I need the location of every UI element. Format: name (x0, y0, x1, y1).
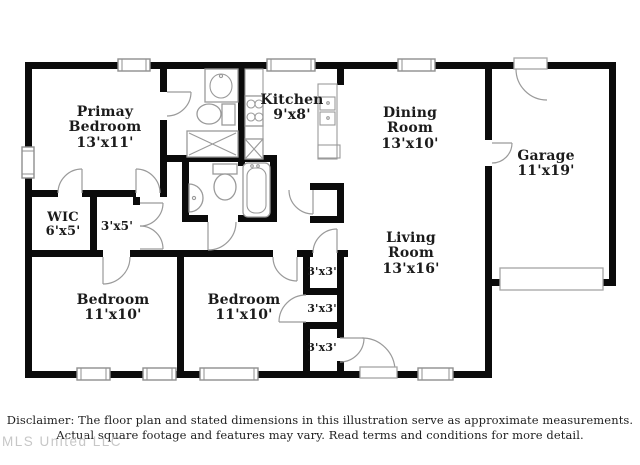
hall-bath-fixtures (189, 163, 270, 217)
toilet-icon (214, 174, 236, 200)
toilet-icon (197, 104, 221, 124)
watermark: MLS United LLC (2, 434, 123, 449)
label-garage: Garage 11'x19' (517, 148, 575, 180)
garage-entry-door (514, 58, 547, 69)
disclaimer-line-2: Actual square footage and features may vary. Read terms and conditions for more detail. (56, 428, 584, 442)
garage-door (500, 268, 603, 290)
label-dining-room: Dining Room 13'x10' (381, 105, 439, 152)
label-wic: WIC 6'x5' (45, 210, 81, 240)
disclaimer-line-1: Disclaimer: The floor plan and stated dimensions in this illustration serve as approximate measurements. (6, 413, 634, 427)
front-door (360, 367, 397, 378)
toilet-tank-icon (213, 164, 237, 174)
label-closet-middle: 3'x3' (307, 302, 337, 315)
toilet-tank-icon (222, 104, 235, 125)
primary-bath-fixtures (187, 69, 238, 157)
label-bedroom-left: Bedroom 11'x10' (76, 292, 150, 324)
label-primary-bedroom: Primay Bedroom 13'x11' (68, 104, 142, 151)
counter (245, 126, 263, 139)
label-bedroom-middle: Bedroom 11'x10' (207, 292, 281, 324)
label-closet-top: 3'x3' (307, 265, 337, 278)
label-kitchen: Kitchen 9'x8' (260, 92, 324, 124)
label-living-room: Living Room 13'x16' (382, 230, 440, 277)
label-closet-bottom: 3'x3' (307, 341, 337, 354)
label-hall-closet: 3'x5' (100, 219, 134, 233)
